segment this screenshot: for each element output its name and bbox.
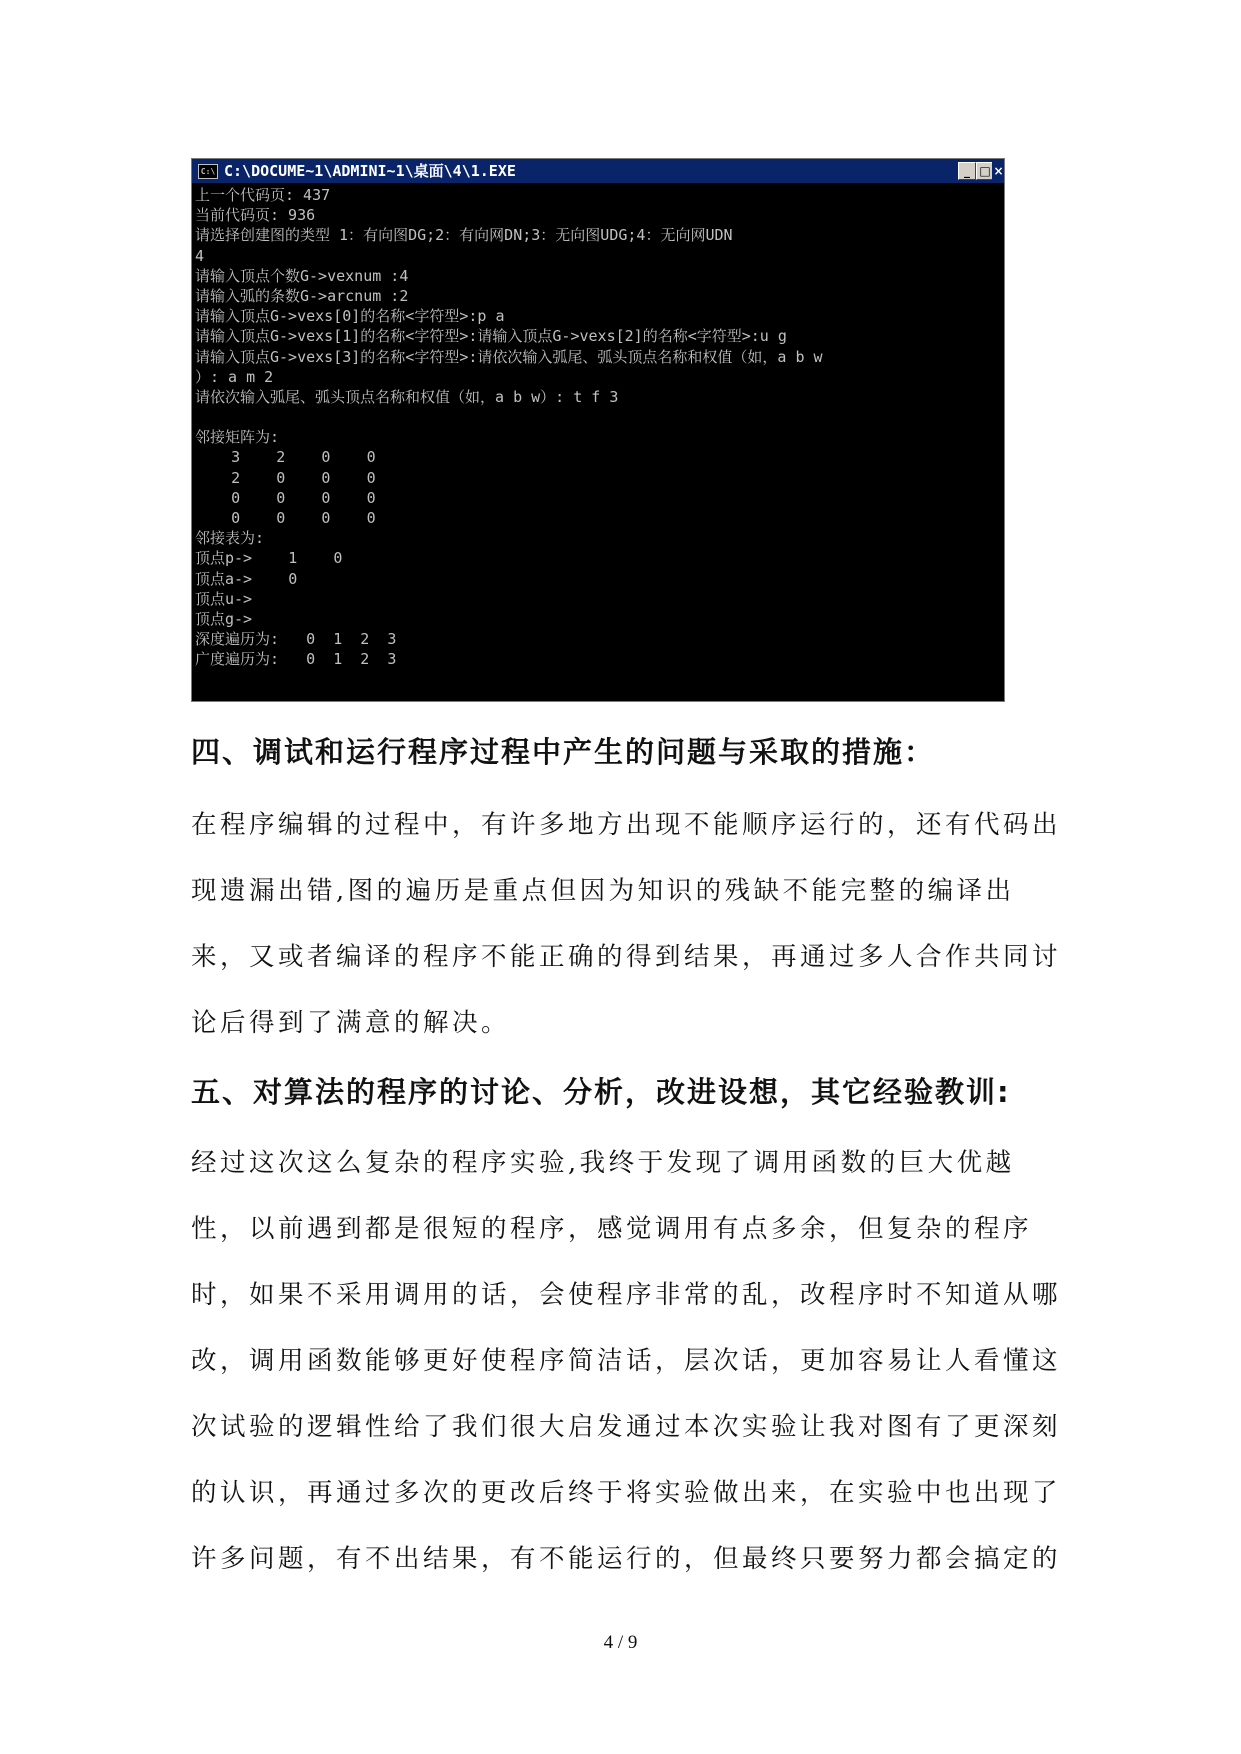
console-line: 请依次输入弧尾、弧头顶点名称和权值（如，a b w）: t f 3 <box>195 387 619 406</box>
console-line: 请输入顶点G->vexs[0]的名称<字符型>:p a <box>195 307 505 326</box>
console-line <box>195 407 1004 427</box>
minimize-button[interactable]: _ <box>958 162 976 180</box>
console-line: 请输入顶点G->vexs[3]的名称<字符型>:请依次输入弧尾、弧头顶点名称和权值（如，a b w <box>195 347 823 366</box>
console-line: 上一个代码页: 437 <box>195 186 331 204</box>
section5-heading: 五、对算法的程序的讨论、分析，改进设想，其它经验教训: <box>191 1075 1011 1109</box>
console-line: 当前代码页: 936 <box>195 206 316 225</box>
console-line: 请输入弧的条数G->arcnum :2 <box>195 286 409 305</box>
section4-heading: 四、调试和运行程序过程中产生的问题与采取的措施： <box>191 735 936 769</box>
console-line: 请输入顶点G->vexs[1]的名称<字符型>:请输入顶点G->vexs[2]的名称<字符型>:u g <box>195 327 787 346</box>
console-line: 邻接矩阵为: <box>195 428 280 447</box>
console-line: 请选择创建图的类型 1：有向图DG;2：有向网DN;3：无向图UDG;4：无向网UDN <box>195 226 733 245</box>
console-line: 广度遍历为: 0 1 2 3 <box>195 650 397 669</box>
section5-body: 经过这次这么复杂的程序实验,我终于发现了调用函数的巨大优越性，以前遇到都是很短的程序，感觉调用有点多余，但复杂的程序时，如果不采用调用的话，会使程序非常的乱，改程序时不知道从哪改，调用函数能够更好使程序简洁话，层次话，更加容易让人看懂这次试验的逻辑性给了我们很大启发通过本次实验让我对图有了更深刻的认识，再通过多次的更改后终于将实验做出来，在实验中也出现了许多问题，有不出结果，有不能运行的，但最终只要努力都会搞定的 <box>191 1148 1062 1574</box>
console-line: 邻接表为: <box>195 529 265 548</box>
console-app-icon: C:\ <box>198 164 218 179</box>
console-output <box>192 183 1004 670</box>
console-titlebar[interactable] <box>192 159 1004 183</box>
close-button[interactable]: × <box>993 164 1004 178</box>
section4-body: 在程序编辑的过程中，有许多地方出现不能顺序运行的，还有代码出现遗漏出错,图的遍历是重点但因为知识的残缺不能完整的编译出来，又或者编译的程序不能正确的得到结果，再通过多人合作共同讨论后得到了满意的解决。 <box>191 810 1062 1038</box>
console-title: C:\DOCUME~1\ADMINI~1\桌面\4\1.EXE <box>224 162 516 180</box>
console-line: ）: a m 2 <box>195 367 274 386</box>
console-line: 0 0 0 0 <box>195 509 376 527</box>
console-line: 3 2 0 0 <box>195 448 376 467</box>
maximize-button[interactable]: □ <box>976 162 994 180</box>
console-line: 顶点a-> 0 <box>195 569 298 588</box>
console-line: 4 <box>195 246 205 265</box>
console-line: 顶点u-> <box>195 589 253 608</box>
console-line: 2 0 0 0 <box>195 468 376 487</box>
console-line: 请输入顶点个数G->vexnum :4 <box>195 266 409 285</box>
console-line: 顶点g-> <box>195 609 253 628</box>
console-line: 0 0 0 0 <box>195 488 376 507</box>
console-window <box>191 158 1005 702</box>
page-number: 4 / 9 <box>603 1632 638 1653</box>
console-line: 顶点p-> 1 0 <box>195 549 343 568</box>
console-line: 深度遍历为: 0 1 2 3 <box>195 630 397 649</box>
